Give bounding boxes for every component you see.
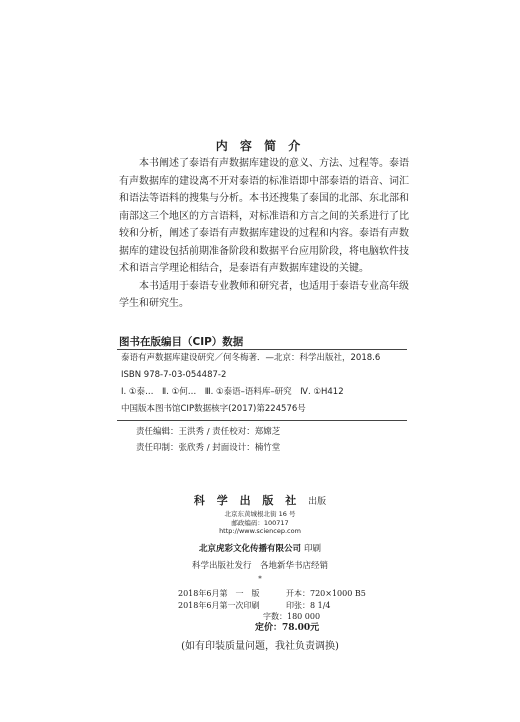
specs <box>178 588 378 634</box>
specs-row-2 <box>178 600 378 612</box>
cip-box <box>117 349 407 421</box>
publisher-name-text: 科 学 出 版 社 <box>193 494 301 507</box>
spec-price: 定价：78.00元 <box>255 622 320 633</box>
cip-classification: Ⅰ. ①泰… Ⅱ. ①何… Ⅲ. ①泰语–语料库–研究 Ⅳ. ①H412 <box>121 387 344 397</box>
printer <box>0 542 520 554</box>
staff-editors: 责任编辑：王洪秀 / 责任校对：郑嫦芝 <box>136 427 281 437</box>
quality-notice: (如有印装质量问题，我社负责调换) <box>181 641 339 652</box>
cip-line-bibliographic: 泰语有声数据库建设研究／何冬梅著．—北京：科学出版社，2018.6 <box>121 353 381 363</box>
cip-isbn: ISBN 978-7-03-054487-2 <box>121 370 227 380</box>
distributor: 科学出版社发行 各地新华书店经销 <box>191 561 328 571</box>
publisher-postcode: 邮政编码：100717 <box>231 519 289 527</box>
cip-approval-number: 中国版本图书馆CIP数据核字(2017)第224576号 <box>121 404 306 414</box>
intro-paragraph-1: 本书阐述了泰语有声数据库建设的意义、方法、过程等。泰语有声数据库的建设离不开对泰语的标准语即中部泰语的语音、词汇和语法等语料的搜集与分析。本书还搜集了泰国的北部、东北部和南部这三个地区的方言语料，对标准语和方言之间的关系进行了比较和分析，阐述了泰语有声数据库建设的过程和内容。泰语有声数据库的建设包括前期准备阶段和数据平台应用阶段，将电脑软件技术和语言学理论相结合，是泰语有声数据库建设的关键。 <box>119 158 409 274</box>
printer-suffix: 印刷 <box>303 544 321 554</box>
publisher-suffix: 出版 <box>308 497 327 507</box>
spec-format: 开本：720×1000 B5 <box>286 589 366 598</box>
intro-title: 内 容 简 介 <box>215 139 305 153</box>
publisher-url: http://www.sciencep.com <box>219 527 301 535</box>
printer-name: 北京虎彩文化传播有限公司 <box>199 544 302 554</box>
staff-production: 责任印制：张欣秀 / 封面设计：楠竹堂 <box>136 443 281 453</box>
separator-mark: * <box>258 575 262 583</box>
spec-sheets: 印张：8 1/4 <box>286 600 331 610</box>
intro-text <box>119 155 409 313</box>
specs-row-1 <box>178 588 378 600</box>
publisher-name <box>0 492 520 508</box>
cip-title: 图书在版编目（CIP）数据 <box>119 336 244 348</box>
intro-paragraph-2: 本书适用于泰语专业教师和研究者，也适用于泰语专业高年级学生和研究生。 <box>119 280 409 309</box>
spec-edition: 2018年6月第 一 版 <box>178 589 260 598</box>
spec-words: 字数：180 000 <box>263 612 321 621</box>
publisher-address: 北京东黄城根北街 16 号 <box>224 510 296 518</box>
spec-printing: 2018年6月第一次印刷 <box>178 600 260 610</box>
